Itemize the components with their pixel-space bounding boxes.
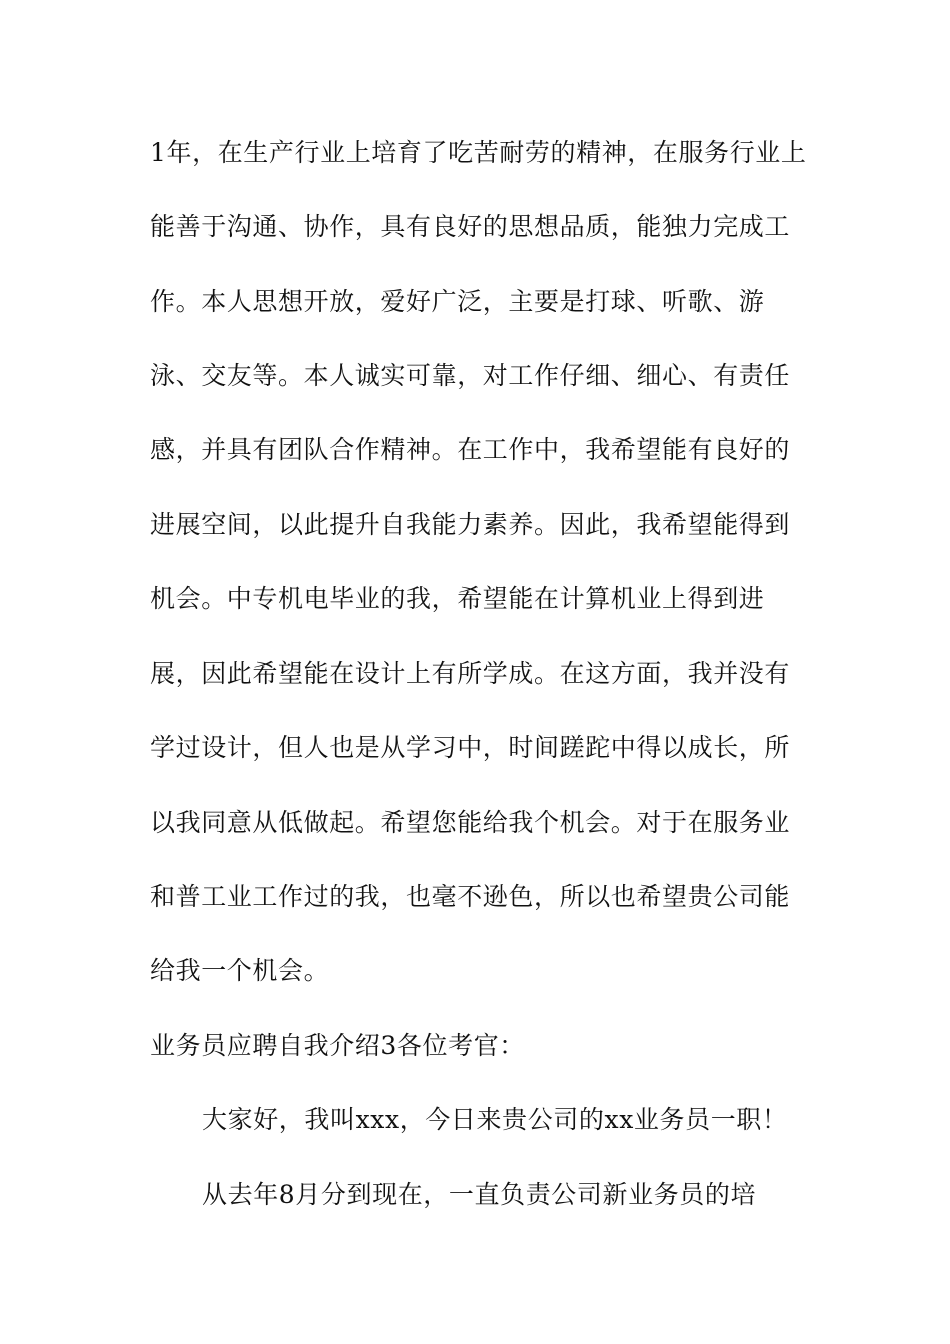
body-line-8: 展，因此希望能在设计上有所学成。在这方面，我并没有 bbox=[150, 659, 791, 688]
body-line-11: 和普工业工作过的我，也毫不逊色，所以也希望贵公司能 bbox=[150, 882, 791, 911]
body-line-1: 1年，在生产行业上培育了吃苦耐劳的精神，在服务行业上 bbox=[150, 138, 807, 167]
paragraph-experience: 从去年8月分到现在，一直负责公司新业务员的培 bbox=[202, 1180, 757, 1209]
body-line-7: 机会。中专机电毕业的我，希望能在计算机业上得到进 bbox=[150, 584, 765, 613]
body-line-4: 泳、交友等。本人诚实可靠，对工作仔细、细心、有责任 bbox=[150, 361, 791, 390]
section-heading: 业务员应聘自我介绍3各位考官： bbox=[150, 1031, 525, 1060]
body-line-12: 给我一个机会。 bbox=[150, 956, 330, 985]
body-line-10: 以我同意从低做起。希望您能给我个机会。对于在服务业 bbox=[150, 808, 791, 837]
body-line-3: 作。本人思想开放，爱好广泛，主要是打球、听歌、游 bbox=[150, 287, 765, 316]
body-line-6: 进展空间，以此提升自我能力素养。因此，我希望能得到 bbox=[150, 510, 791, 539]
paragraph-greeting: 大家好，我叫xxx，今日来贵公司的xx业务员一职！ bbox=[202, 1105, 788, 1134]
body-line-9: 学过设计，但人也是从学习中，时间蹉跎中得以成长，所 bbox=[150, 733, 791, 762]
body-line-5: 感，并具有团队合作精神。在工作中，我希望能有良好的 bbox=[150, 435, 791, 464]
body-line-2: 能善于沟通、协作，具有良好的思想品质，能独力完成工 bbox=[150, 212, 791, 241]
